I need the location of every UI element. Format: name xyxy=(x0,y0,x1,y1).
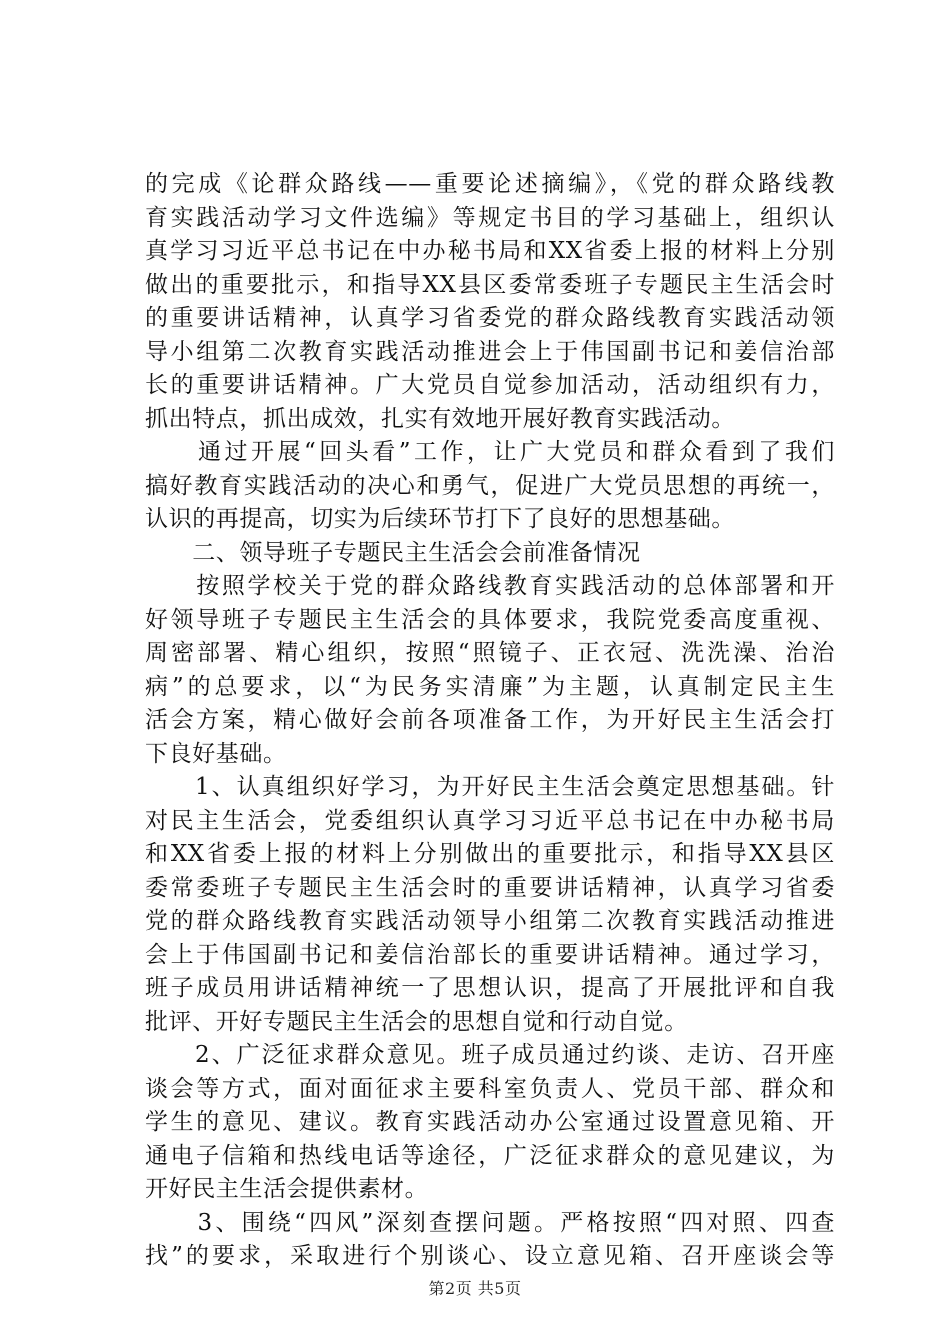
text-line: 按照学校关于党的群众路线教育实践活动的总体部署和开 xyxy=(145,573,835,599)
text-line: 做出的重要批示，和指导XX县区委常委班子专题民主生活会时 xyxy=(145,271,835,298)
text-line: 导小组第二次教育实践活动推进会上于伟国副书记和姜信治部 xyxy=(145,338,835,365)
text-line: 抓出特点，抓出成效，扎实有效地开展好教育实践活动。 xyxy=(145,405,735,432)
text-line: 通过开展“回头看”工作，让广大党员和群众看到了我们 xyxy=(145,439,835,465)
text-line: 开好民主生活会提供素材。 xyxy=(145,1176,429,1202)
text-line: 好领导班子专题民主生活会的具体要求，我院党委高度重视、 xyxy=(145,606,835,633)
text-line: 党的群众路线教育实践活动领导小组第二次教育实践活动推进 xyxy=(145,908,835,934)
text-line: 1、认真组织好学习，为开好民主生活会奠定思想基础。针 xyxy=(145,774,835,800)
text-line: 通电子信箱和热线电话等途径，广泛征求群众的意见建议，为 xyxy=(145,1142,835,1169)
section-heading: 二、领导班子专题民主生活会会前准备情况 xyxy=(145,539,641,566)
text-line: 活会方案，精心做好会前各项准备工作，为开好民主生活会打 xyxy=(145,707,835,733)
text-line: 育实践活动学习文件选编》等规定书目的学习基础上，组织认 xyxy=(145,204,835,231)
text-line: 搞好教育实践活动的决心和勇气，促进广大党员思想的再统一， xyxy=(145,472,835,499)
page-footer xyxy=(0,1276,950,1299)
page-number-label: 第2页 共5页 xyxy=(428,1279,522,1298)
text-line: 认识的再提高，切实为后续环节打下了良好的思想基础。 xyxy=(145,506,735,532)
text-line: 找”的要求，采取进行个别谈心、设立意见箱、召开座谈会等 xyxy=(145,1243,835,1269)
text-line: 3、围绕“四风”深刻查摆问题。严格按照“四对照、四查 xyxy=(145,1209,835,1236)
text-line: 谈会等方式，面对面征求主要科室负责人、党员干部、群众和 xyxy=(145,1075,835,1102)
text-line: 和XX省委上报的材料上分别做出的重要批示，和指导XX县区 xyxy=(145,841,835,867)
text-line: 真学习习近平总书记在中办秘书局和XX省委上报的材料上分别 xyxy=(145,238,835,264)
text-line: 学生的意见、建议。教育实践活动办公室通过设置意见箱、开 xyxy=(145,1109,835,1135)
text-line: 批评、开好专题民主生活会的思想自觉和行动自觉。 xyxy=(145,1008,688,1035)
text-line: 下良好基础。 xyxy=(145,740,287,767)
text-line: 长的重要讲话精神。广大党员自觉参加活动，活动组织有力， xyxy=(145,372,835,398)
text-line: 委常委班子专题民主生活会时的重要讲话精神，认真学习省委 xyxy=(145,874,835,901)
text-line: 会上于伟国副书记和姜信治部长的重要讲话精神。通过学习， xyxy=(145,941,835,968)
text-line: 的完成《论群众路线——重要论述摘编》，《党的群众路线教 xyxy=(145,171,835,197)
text-line: 的重要讲话精神，认真学习省委党的群众路线教育实践活动领 xyxy=(145,305,835,331)
text-line: 病”的总要求，以“为民务实清廉”为主题，认真制定民主生 xyxy=(145,673,835,700)
document-body xyxy=(145,168,835,1274)
text-line: 2、广泛征求群众意见。班子成员通过约谈、走访、召开座 xyxy=(145,1042,835,1068)
text-line: 对民主生活会，党委组织认真学习习近平总书记在中办秘书局 xyxy=(145,807,835,834)
text-line: 周密部署、精心组织，按照“照镜子、正衣冠、洗洗澡、治治 xyxy=(145,640,835,666)
text-line: 班子成员用讲话精神统一了思想认识，提高了开展批评和自我 xyxy=(145,975,835,1001)
